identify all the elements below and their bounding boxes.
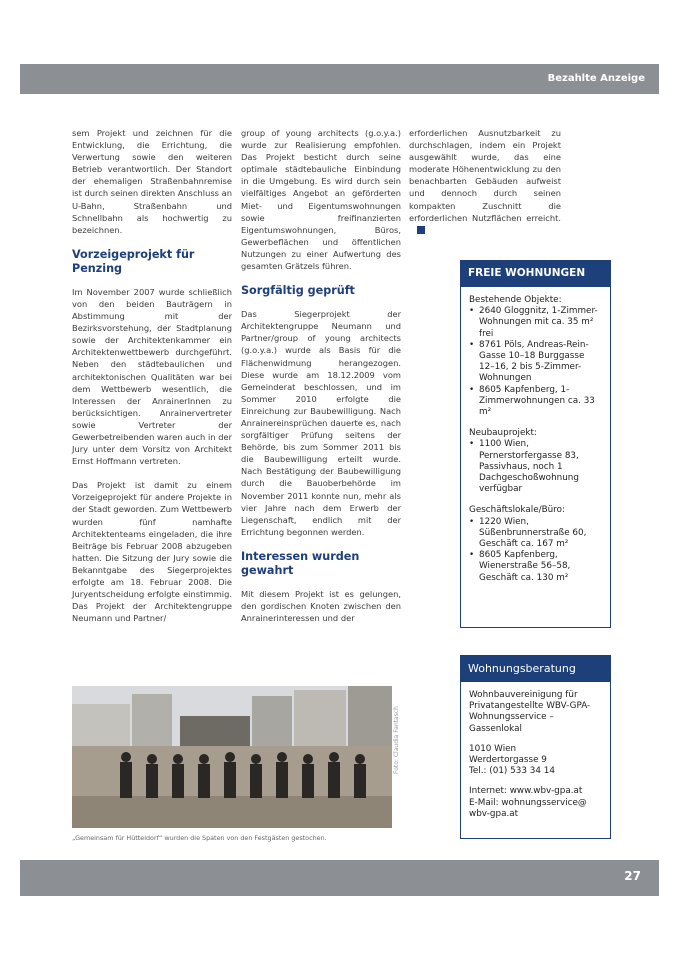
box-title: Wohnungsberatung (461, 656, 610, 682)
footer-bar (20, 860, 659, 896)
groundbreaking-photo (72, 686, 392, 828)
text-column-2 (241, 127, 401, 636)
section-heading: Interessen wurden gewahrt (241, 549, 360, 577)
paragraph: sem Projekt und zeichnen für die Entwicklung, die Errichtung, die Verwertung sowie den weiteren Betrieb verantwortlich. Der Standort der ehemaligen Straßenbahnremise ist durch seinen direkten Anschluss an U-Bahn, Straßenbahn und Schnellbahn als hochwertig zu bezeichnen. (72, 128, 232, 235)
phone-number: Tel.: (01) 533 34 14 (469, 766, 555, 777)
list-item: • 1220 Wien, Süßenbrunnerstraße 60, Geschäft ca. 167 m² (469, 517, 602, 551)
text-column-3 (409, 127, 561, 248)
commercial-section (469, 505, 602, 583)
text-column-1 (72, 127, 232, 636)
list-item: • 8761 Pöls, Andreas-Rein-Gasse 10–18 Burggasse 12–16, 2 bis 5-Zimmer-Wohnungen (469, 340, 602, 385)
paragraph: Das Siegerprojekt der Architektengruppe Neumann und Partner/group of young architects (g.o.y.a.) wurde als Basis für die Flächenwidmung herangezogen. Diese wurde am 18.12.2009 vom Gemeinderat beschlossen, und im Sommer 2010 erfolgte die Einreichung zur Baubewilligung. Nach Anrainereinsprüchen dauerte es, nach sorgfältiger Prüfung seitens der Behörde, bis zum Sommer 2011 bis die Baubewilligung erteilt wurde. Nach Bestätigung der Baubewilligung durch die Bauoberbehörde im November 2011 konnte nun, mehr als vier Jahre nach dem Erwerb der Liegenschaft, endlich mit der Errichtung begonnen werden. (241, 309, 401, 537)
paragraph: Im November 2007 wurde schließlich von den beiden Bauträgern in Abstimmung mit der Bezirksvorstehung, der Stadtplanung sowie der Architektenkammer ein Architektenwettbewerb durchgeführt. Neben den städtebaulichen und architektonischen Qualitäten war bei dem Wettbewerb wesentlich, die Interessen der AnrainerInnen zu berücksichtigen. Anrainervertreter sowie Vertreter der Gewerbetreibenden waren auch in der Jury unter dem Vorsitz von Architekt Ernst Hoffmann vertreten. (72, 286, 232, 467)
photo-caption: „Gemeinsam für Hütteldorf“ wurden die Spaten von den Festgästen gestochen. (72, 834, 327, 842)
bullet-list (469, 517, 602, 584)
list-item: • 8605 Kapfenberg, Wienerstraße 56–58, Geschäft ca. 130 m² (469, 550, 602, 584)
bullet-list (469, 439, 602, 495)
header-label: Bezahlte Anzeige (547, 73, 645, 84)
list-item: • 1100 Wien, Pernerstorfergasse 83, Passivhaus, noch 1 Dachgeschoßwohnung verfügbar (469, 439, 602, 495)
address (469, 744, 602, 778)
photo-credit (393, 700, 403, 780)
section-title: Geschäftslokale/Büro: (469, 505, 565, 516)
existing-objects-section (469, 295, 602, 418)
email-link[interactable]: E-Mail: wohnungsservice@ wbv-gpa.at (469, 797, 587, 819)
organization-name: Wohnbauvereinigung für Privatangestellte WBV-GPA-Wohnungsservice – Gassenlokal (469, 690, 591, 734)
address-line: 1010 Wien (469, 743, 517, 754)
section-title: Bestehende Objekte: (469, 295, 562, 305)
address-line: Werdertorgasse 9 (469, 755, 547, 766)
page-number: 27 (624, 869, 641, 883)
paragraph: Mit diesem Projekt ist es gelungen, den gordischen Knoten zwischen den Anrainerinteressen und der (241, 588, 401, 624)
website-link[interactable]: Internet: www.wbv-gpa.at (469, 786, 583, 797)
paragraph: Das Projekt ist damit zu einem Vorzeigeprojekt für andere Projekte in der Stadt geworden. Zum Wettbewerb wurden fünf namhafte Architektenteams eingeladen, die ihre Beiträge bis Februar 2008 abzugeben hatten. Die Sitzung der Jury sowie die Bekanntgabe des Siegerprojektes erfolgte am 18. Februar 2008. Die Juryentscheidung erfolgte einstimmig. Das Projekt der Architektengruppe Neumann und Partner/ (72, 480, 232, 624)
contact (469, 786, 602, 820)
list-item: • 8605 Kapfenberg, 1-Zimmerwohnungen ca. 33 m² (469, 385, 602, 419)
new-project-section (469, 428, 602, 495)
paragraph: group of young architects (g.o.y.a.) wurde zur Realisierung empfohlen. Das Projekt besticht durch seine optimale städtebauliche Einbindung in die Umgebung. Es wird durch sein vielfältiges Angebot an geförderten Miet- und Eigentumswohnungen sowie freifinanzierten Eigentumswohnungen, Büros, Gewerbeflächen und öffentlichen Nutzungen zu einer Aufwertung des gesamten Grätzels führen. (241, 128, 401, 272)
list-item: • 2640 Gloggnitz, 1-Zimmer-Wohnungen mit ca. 35 m² frei (469, 306, 602, 340)
end-mark-icon (417, 226, 425, 234)
paragraph (409, 127, 561, 236)
photo-illustration (72, 686, 392, 828)
box-body (461, 682, 610, 837)
paragraph-text: erforderlichen Ausnutzbarkeit zu durchschlagen, indem ein Projekt ausgewählt wurde, das eine moderate Höhenentwicklung zu den benachbarten Gebäuden aufweist und dennoch durch seinen kompakten Zuschnitt die erforderlichen Nutzflächen erreicht. (409, 128, 561, 223)
section-heading: Vorzeigeprojekt für Penzing (72, 247, 195, 275)
housing-advice-box (460, 655, 611, 839)
bullet-list (469, 306, 602, 418)
box-title: FREIE WOHNUNGEN (461, 261, 610, 287)
section-heading: Sorgfältig geprüft (241, 284, 355, 298)
photo-credit-text: Foto: Claudia Fantasch (393, 706, 400, 774)
box-body (461, 287, 610, 602)
free-apartments-box (460, 260, 611, 628)
header-bar (20, 64, 659, 94)
section-title: Neubauprojekt: (469, 428, 537, 439)
